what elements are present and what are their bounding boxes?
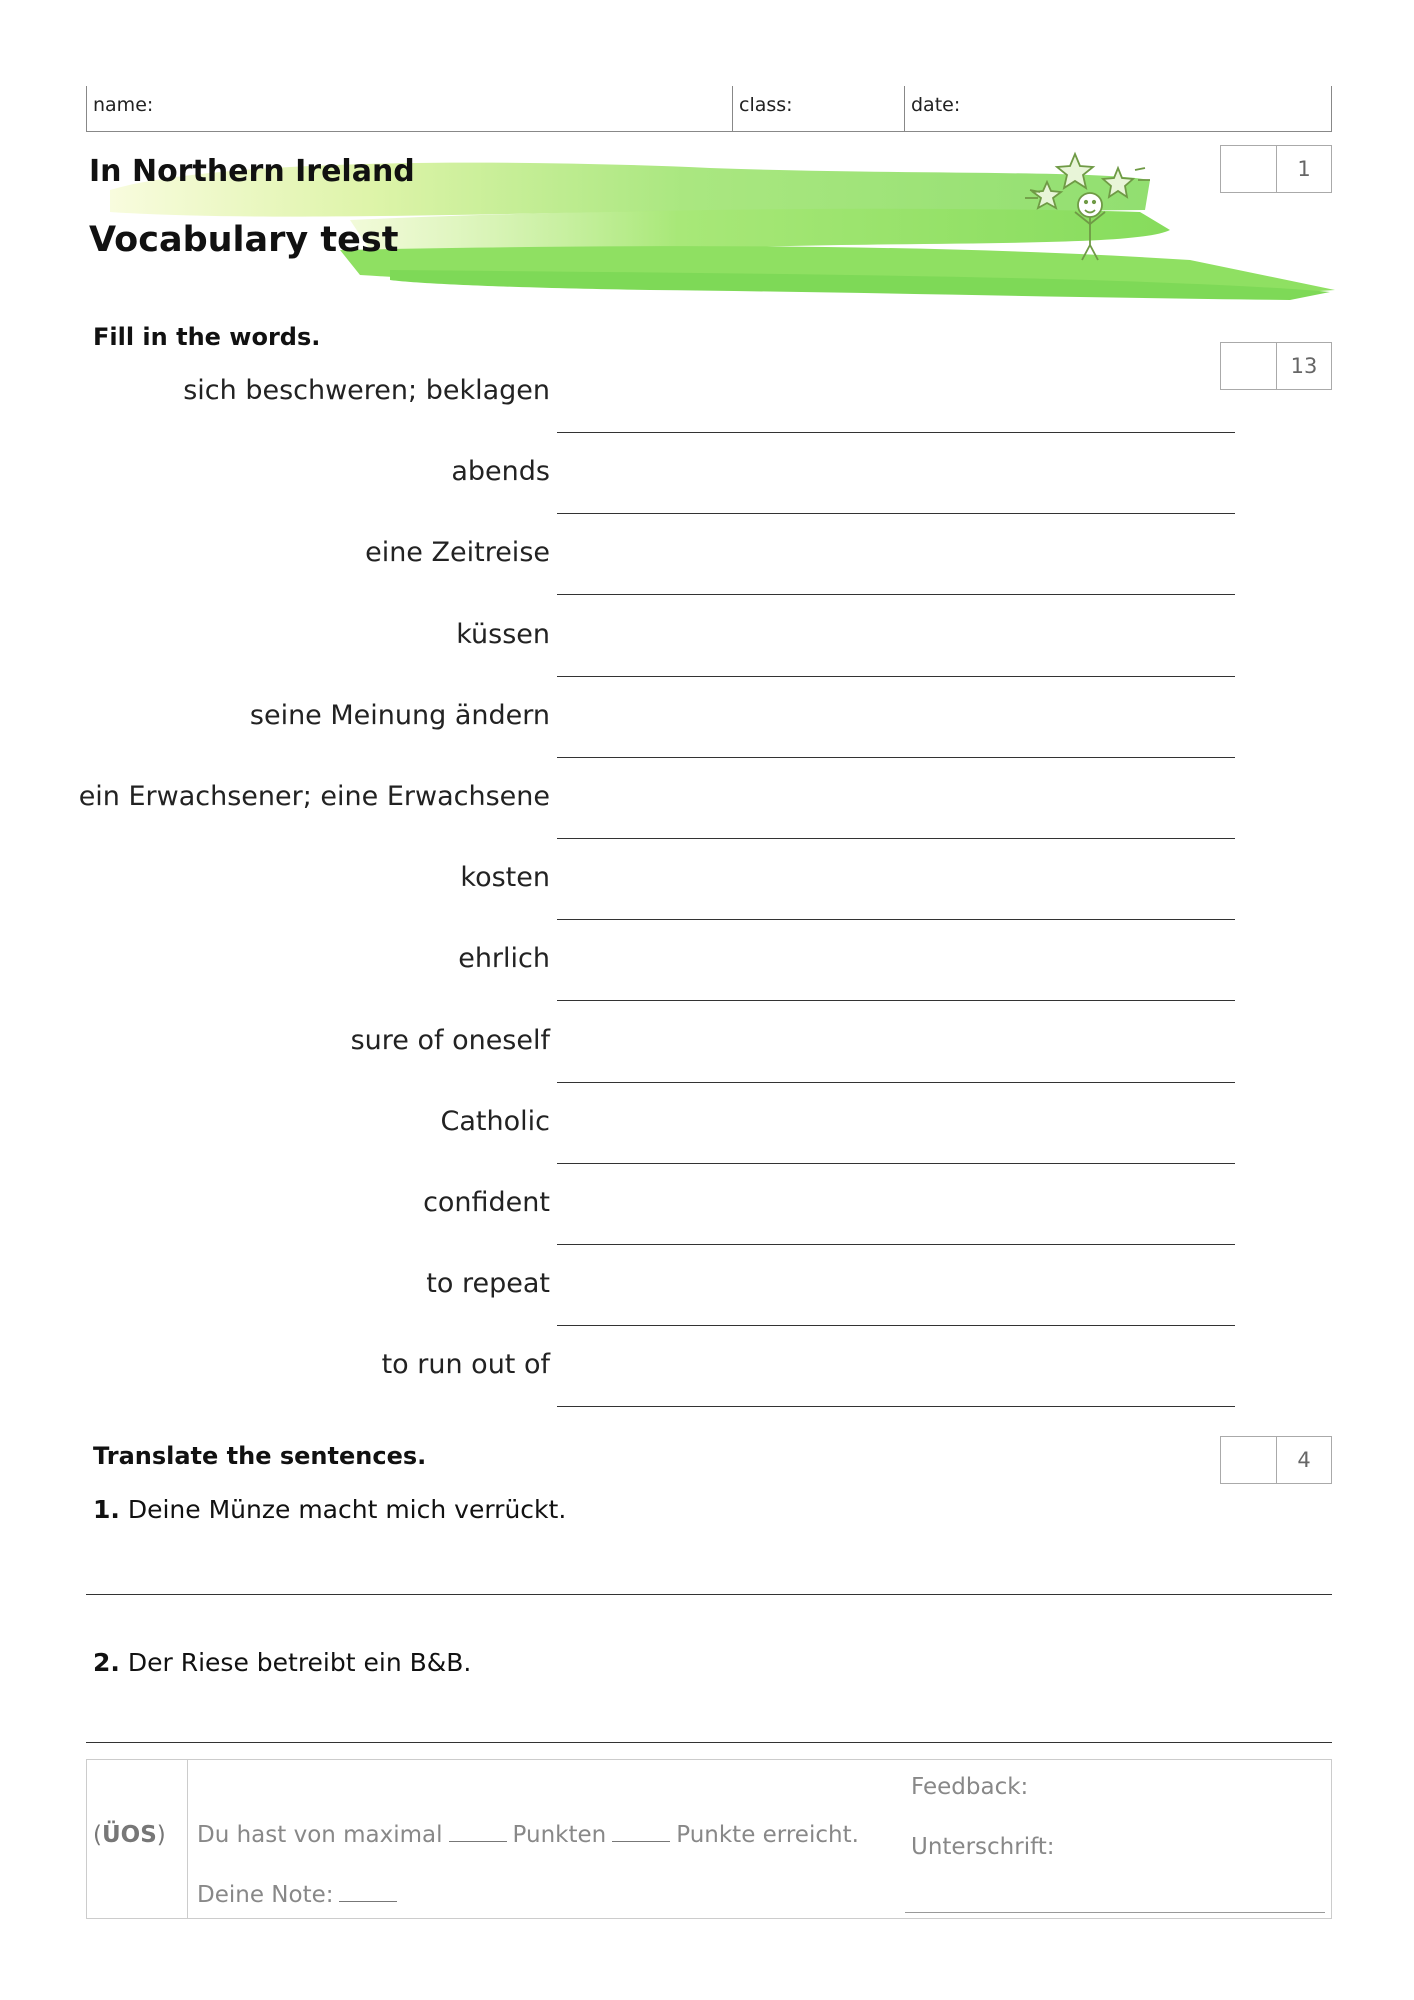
sentence-1 <box>93 1495 566 1524</box>
class-field[interactable] <box>733 86 905 131</box>
vocab-answer-line[interactable] <box>557 1000 1235 1001</box>
name-label: name: <box>93 94 154 116</box>
page-title: Vocabulary test <box>89 220 399 260</box>
signature-line[interactable] <box>905 1912 1325 1913</box>
vocab-prompt: kosten <box>460 862 550 894</box>
signature-label: Unterschrift: <box>911 1834 1055 1860</box>
vocab-answer-line[interactable] <box>557 676 1235 677</box>
feedback-label: Feedback: <box>911 1774 1029 1800</box>
vocab-prompt: sure of oneself <box>350 1024 550 1056</box>
translate-score-box <box>1220 1436 1332 1484</box>
vocab-prompt: to repeat <box>426 1268 550 1300</box>
vocab-prompt: confident <box>423 1187 550 1218</box>
vocab-section-heading: Fill in the words. <box>93 323 321 351</box>
vocab-prompt: sich beschweren; beklagen <box>183 375 550 406</box>
score-input[interactable] <box>1221 1437 1277 1483</box>
student-info-table <box>86 86 1332 132</box>
sentence-number: 2. <box>93 1648 120 1677</box>
score-max: 13 <box>1290 354 1318 378</box>
vocab-prompt: ein Erwachsener; eine Erwachsene <box>78 781 550 812</box>
vocab-answer-line[interactable] <box>557 1406 1235 1407</box>
name-field[interactable] <box>87 86 733 131</box>
sentence-text: Deine Münze macht mich verrückt. <box>127 1495 567 1524</box>
sentence-1-answer-line[interactable] <box>86 1594 1332 1595</box>
vocab-prompt: seine Meinung ändern <box>249 699 550 731</box>
uos-cell <box>87 1760 188 1918</box>
grade-blank[interactable] <box>339 1883 397 1902</box>
sentence-2 <box>93 1648 471 1677</box>
vocab-answer-line[interactable] <box>557 1163 1235 1164</box>
score-max: 4 <box>1297 1448 1311 1472</box>
score-max: 1 <box>1297 157 1311 181</box>
translate-section-heading: Translate the sentences. <box>93 1442 427 1470</box>
sentence-number: 1. <box>93 1495 120 1524</box>
vocab-answer-line[interactable] <box>557 1082 1235 1083</box>
vocab-answer-line[interactable] <box>557 594 1235 595</box>
score-input[interactable] <box>1221 343 1277 389</box>
grade-row: Deine Note: <box>197 1882 403 1908</box>
uos-label: (ÜOS) <box>93 1822 166 1848</box>
vocab-answer-line[interactable] <box>557 513 1235 514</box>
max-points-blank[interactable] <box>449 1823 507 1842</box>
vocab-answer-line[interactable] <box>557 838 1235 839</box>
unit-subtitle: In Northern Ireland <box>89 154 415 189</box>
date-label: date: <box>911 94 961 116</box>
vocab-prompt: eine Zeitreise <box>365 537 550 569</box>
sentence-2-answer-line[interactable] <box>86 1742 1332 1743</box>
vocab-prompt: küssen <box>456 618 550 650</box>
vocab-prompt: ehrlich <box>458 943 550 975</box>
achieved-points-blank[interactable] <box>612 1823 670 1842</box>
vocab-answer-line[interactable] <box>557 432 1235 433</box>
grading-footer <box>86 1759 1332 1919</box>
sentence-text: Der Riese betreibt ein B&B. <box>127 1648 472 1677</box>
vocab-prompt: abends <box>451 456 550 488</box>
vocab-prompt: to run out of <box>381 1349 550 1381</box>
date-field[interactable] <box>905 86 1331 131</box>
class-label: class: <box>739 94 793 116</box>
vocab-answer-line[interactable] <box>557 1244 1235 1245</box>
score-summary: Du hast von maximal Punkten Punkte erreicht. <box>197 1822 859 1848</box>
vocab-score-box <box>1220 342 1332 390</box>
vocab-answer-line[interactable] <box>557 1325 1235 1326</box>
vocab-prompt: Catholic <box>440 1105 550 1137</box>
vocab-answer-line[interactable] <box>557 919 1235 920</box>
vocab-answer-line[interactable] <box>557 757 1235 758</box>
